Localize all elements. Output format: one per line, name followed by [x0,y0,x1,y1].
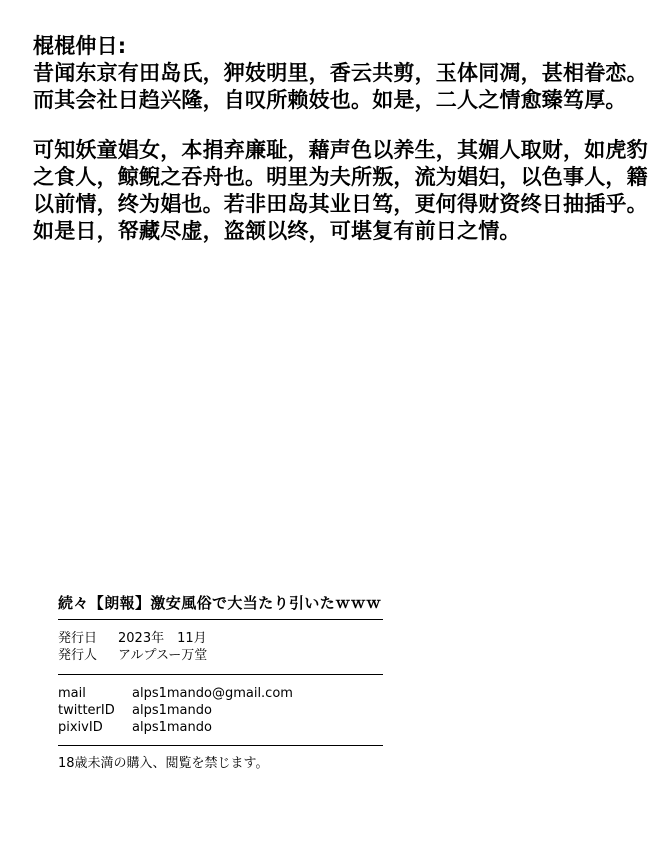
contact-row [58,719,388,736]
contact-info [58,685,388,736]
essay-line: 昔闻东京有田岛氏，狎妓明里，香云共剪，玉体同凋，甚相眷恋。 [33,61,648,85]
twitter-value: alps1mando [132,703,212,718]
divider [58,674,383,675]
publisher-label: 発行人 [58,648,98,663]
divider [58,619,383,620]
colophon [58,593,388,772]
age-restriction-notice: 18歳未満の購入、閲覧を禁じます。 [58,756,269,771]
mail-value: alps1mando@gmail.com [132,686,293,701]
essay-line: 棍棍伸日: [33,34,127,58]
essay-line: 以前情，终为娼也。若非田岛其业日笃，更何得财资终日抽插乎。 [33,192,648,216]
publication-row [58,647,388,664]
essay-text [33,33,648,268]
essay-line: 如是日，帑藏尽虚，盗颔以终，可堪复有前日之情。 [33,219,521,243]
essay-line: 之食人，鲸鲵之吞舟也。明里为夫所叛，流为娼妇，以色事人，籍 [33,165,648,189]
publication-row [58,630,388,647]
publish-date-value: 2023年 11月 [118,631,207,646]
pixiv-label: pixivID [58,720,103,735]
essay-paragraph-1 [33,33,648,114]
contact-row [58,702,388,719]
mail-label: mail [58,686,86,701]
essay-line: 可知妖童娼女，本捐弃廉耻，藉声色以养生，其媚人取财，如虎豹 [33,138,648,162]
publish-date-label: 発行日 [58,631,98,646]
publication-info [58,630,388,664]
pixiv-value: alps1mando [132,720,212,735]
essay-paragraph-2 [33,137,648,245]
divider [58,745,383,746]
contact-row [58,685,388,702]
twitter-label: twitterID [58,703,115,718]
publisher-value: アルプスー万堂 [118,648,208,663]
essay-line: 而其会社日趋兴隆，自叹所赖妓也。如是，二人之情愈臻笃厚。 [33,88,627,112]
book-title: 続々【朗報】激安風俗で大当たり引いたｗｗｗ [58,594,382,612]
